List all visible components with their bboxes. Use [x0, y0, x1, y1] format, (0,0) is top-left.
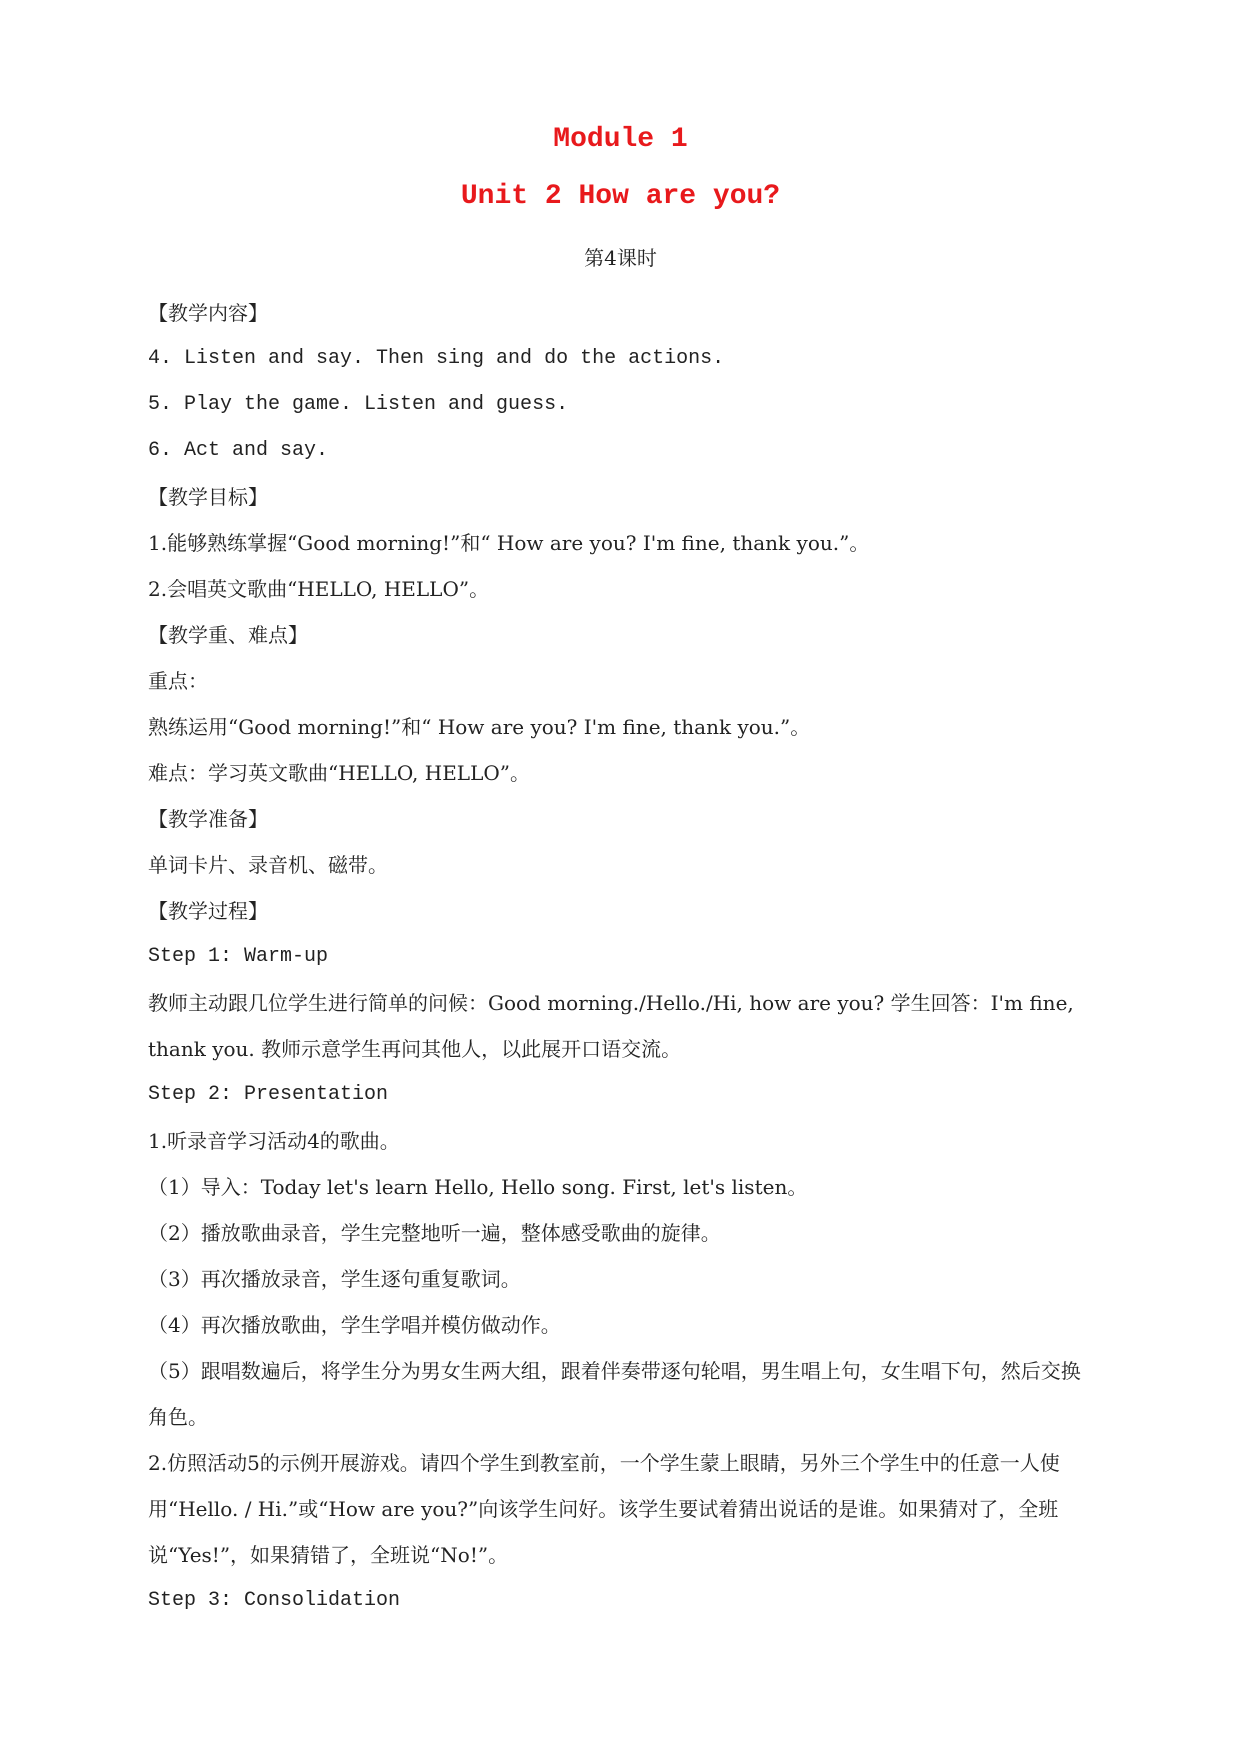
step-subitem: （2）播放歌曲录音，学生完整地听一遍，整体感受歌曲的旋律。 [148, 1221, 721, 1245]
step-text: 教师主动跟几位学生进行简单的问候：Good morning./Hello./Hi, how are you? 学生回答：I'm fine, thank you. 教师示意学生再问其他人，以此展开口语交流。 [148, 991, 1074, 1061]
key-point-text: 熟练运用“Good morning!”和“ How are you? I'm fine, thank you.”。 [148, 715, 811, 739]
objective-item: 2.会唱英文歌曲“HELLO, HELLO”。 [148, 577, 490, 601]
content-item: 5. Play the game. Listen and guess. [148, 393, 569, 416]
section-heading-content: 【教学内容】 [148, 301, 268, 325]
step-title: Step 2: Presentation [148, 1083, 389, 1106]
section-heading-preparation: 【教学准备】 [148, 807, 268, 831]
difficult-point-text: 难点：学习英文歌曲“HELLO, HELLO”。 [148, 761, 530, 785]
objective-item: 1.能够熟练掌握“Good morning!”和“ How are you? I'm fine, thank you.”。 [148, 531, 870, 555]
step-subitem: （4）再次播放歌曲，学生学唱并模仿做动作。 [148, 1313, 561, 1337]
step-subitem: （5）跟唱数遍后，将学生分为男女生两大组，跟着伴奏带逐句轮唱，男生唱上句，女生唱下句，然后交换角色。 [148, 1359, 1081, 1429]
preparation-text: 单词卡片、录音机、磁带。 [148, 853, 388, 877]
section-heading-objectives: 【教学目标】 [148, 485, 268, 509]
content-item: 4. Listen and say. Then sing and do the actions. [148, 347, 725, 370]
lesson-number: 第4课时 [584, 246, 657, 270]
step-subitem: （3）再次播放录音，学生逐句重复歌词。 [148, 1267, 521, 1291]
step-title: Step 3: Consolidation [148, 1589, 401, 1612]
document-body [148, 290, 1100, 1624]
key-point-label: 重点： [148, 669, 208, 693]
module-title: Module 1 [553, 124, 688, 155]
section-heading-process: 【教学过程】 [148, 899, 268, 923]
section-heading-key-points: 【教学重、难点】 [148, 623, 308, 647]
unit-title: Unit 2 How are you? [460, 181, 781, 212]
step-item: 1.听录音学习活动4的歌曲。 [148, 1129, 400, 1153]
content-item: 6. Act and say. [148, 439, 329, 462]
step-item: 2.仿照活动5的示例开展游戏。请四个学生到教室前，一个学生蒙上眼睛，另外三个学生中的任意一人使用“Hello. / Hi.”或“How are you?”向该学生问好。该学生要试着猜出说话的是谁。如果猜对了，全班说“Yes!”，如果猜错了，全班说“No!”。 [148, 1451, 1060, 1567]
step-title: Step 1: Warm-up [148, 945, 329, 968]
step-subitem: （1）导入：Today let's learn Hello, Hello song. First, let's listen。 [148, 1175, 808, 1199]
